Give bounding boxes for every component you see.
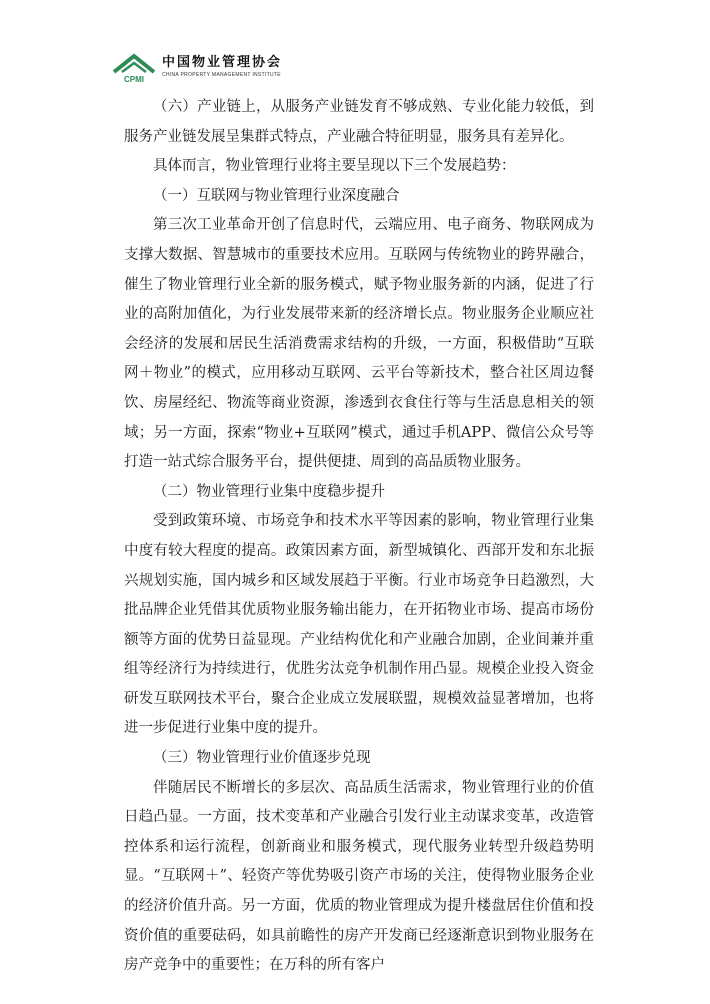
heading-concentration: （二）物业管理行业集中度稳步提升 <box>153 483 385 500</box>
heading-value: （三）物业管理行业价值逐步兑现 <box>153 750 371 767</box>
logo-abbr: CPMI <box>124 75 144 84</box>
paragraph-trends-intro: 具体而言，物业管理行业将主要呈现以下三个发展趋势： <box>153 158 516 175</box>
document-body <box>124 93 594 981</box>
logo-chinese-name: 中国物业管理协会 <box>162 55 283 70</box>
page-header <box>112 50 282 84</box>
paragraph-industry-chain: （六）产业链上，从服务产业链发育不够成熟、专业化能力较低，到服务产业链发展呈集群式特点，产业融合特征明显，服务具有差异化。 <box>124 99 594 145</box>
logo-text <box>162 55 282 79</box>
paragraph-internet-integration: 第三次工业革命开创了信息时代，云端应用、电子商务、物联网成为支撑大数据、智慧城市的重要技术应用。互联网与传统物业的跨界融合，催生了物业管理行业全新的服务模式，赋予物业服务新的内涵，促进了行业的高附加值化，为行业发展带来新的经济增长点。物业服务企业顺应社会经济的发展和居民生活消费需求结构的升级，一方面，积极借助“互联网＋物业”的模式，应用移动互联网、云平台等新技术，整合社区周边餐饮、房屋经纪、物流等商业资源，渗透到衣食住行等与生活息息相关的领域；另一方面，探索“物业+互联网”模式，通过手机APP、微信公众号等打造一站式综合服务平台，提供便捷、周到的高品质物业服务。 <box>124 217 594 471</box>
heading-internet-integration: （一）互联网与物业管理行业深度融合 <box>153 187 400 204</box>
paragraph-value: 伴随居民不断增长的多层次、高品质生活需求，物业管理行业的价值日趋凸显。一方面，技术变革和产业融合引发行业主动谋求变革，改造管控体系和运行流程，创新商业和服务模式，现代服务业转型升级趋势明显。“互联网＋”、轻资产等优势吸引资产市场的关注，使得物业服务企业的经济价值升高。另一方面，优质的物业管理成为提升楼盘居住价值和投资价值的重要砝码，如具前瞻性的房产开发商已经逐渐意识到物业服务在房产竞争中的重要性；在万科的所有客户 <box>124 779 594 974</box>
logo-english-name: CHINA PROPERTY MANAGEMENT INSTITUTE <box>162 72 281 78</box>
paragraph-concentration: 受到政策环境、市场竞争和技术水平等因素的影响，物业管理行业集中度有较大程度的提高。政策因素方面，新型城镇化、西部开发和东北振兴规划实施，国内城乡和区域发展趋于平衡。行业市场竞争日趋激烈，大批品牌企业凭借其优质物业服务输出能力，在开拓物业市场、提高市场份额等方面的优势日益显现。产业结构优化和产业融合加剧，企业间兼并重组等经济行为持续进行，优胜劣汰竞争机制作用凸显。规模企业投入资金研发互联网技术平台，聚合企业成立发展联盟，规模效益显著增加，也将进一步促进行业集中度的提升。 <box>124 513 594 737</box>
cpmi-logo-icon <box>112 50 156 84</box>
